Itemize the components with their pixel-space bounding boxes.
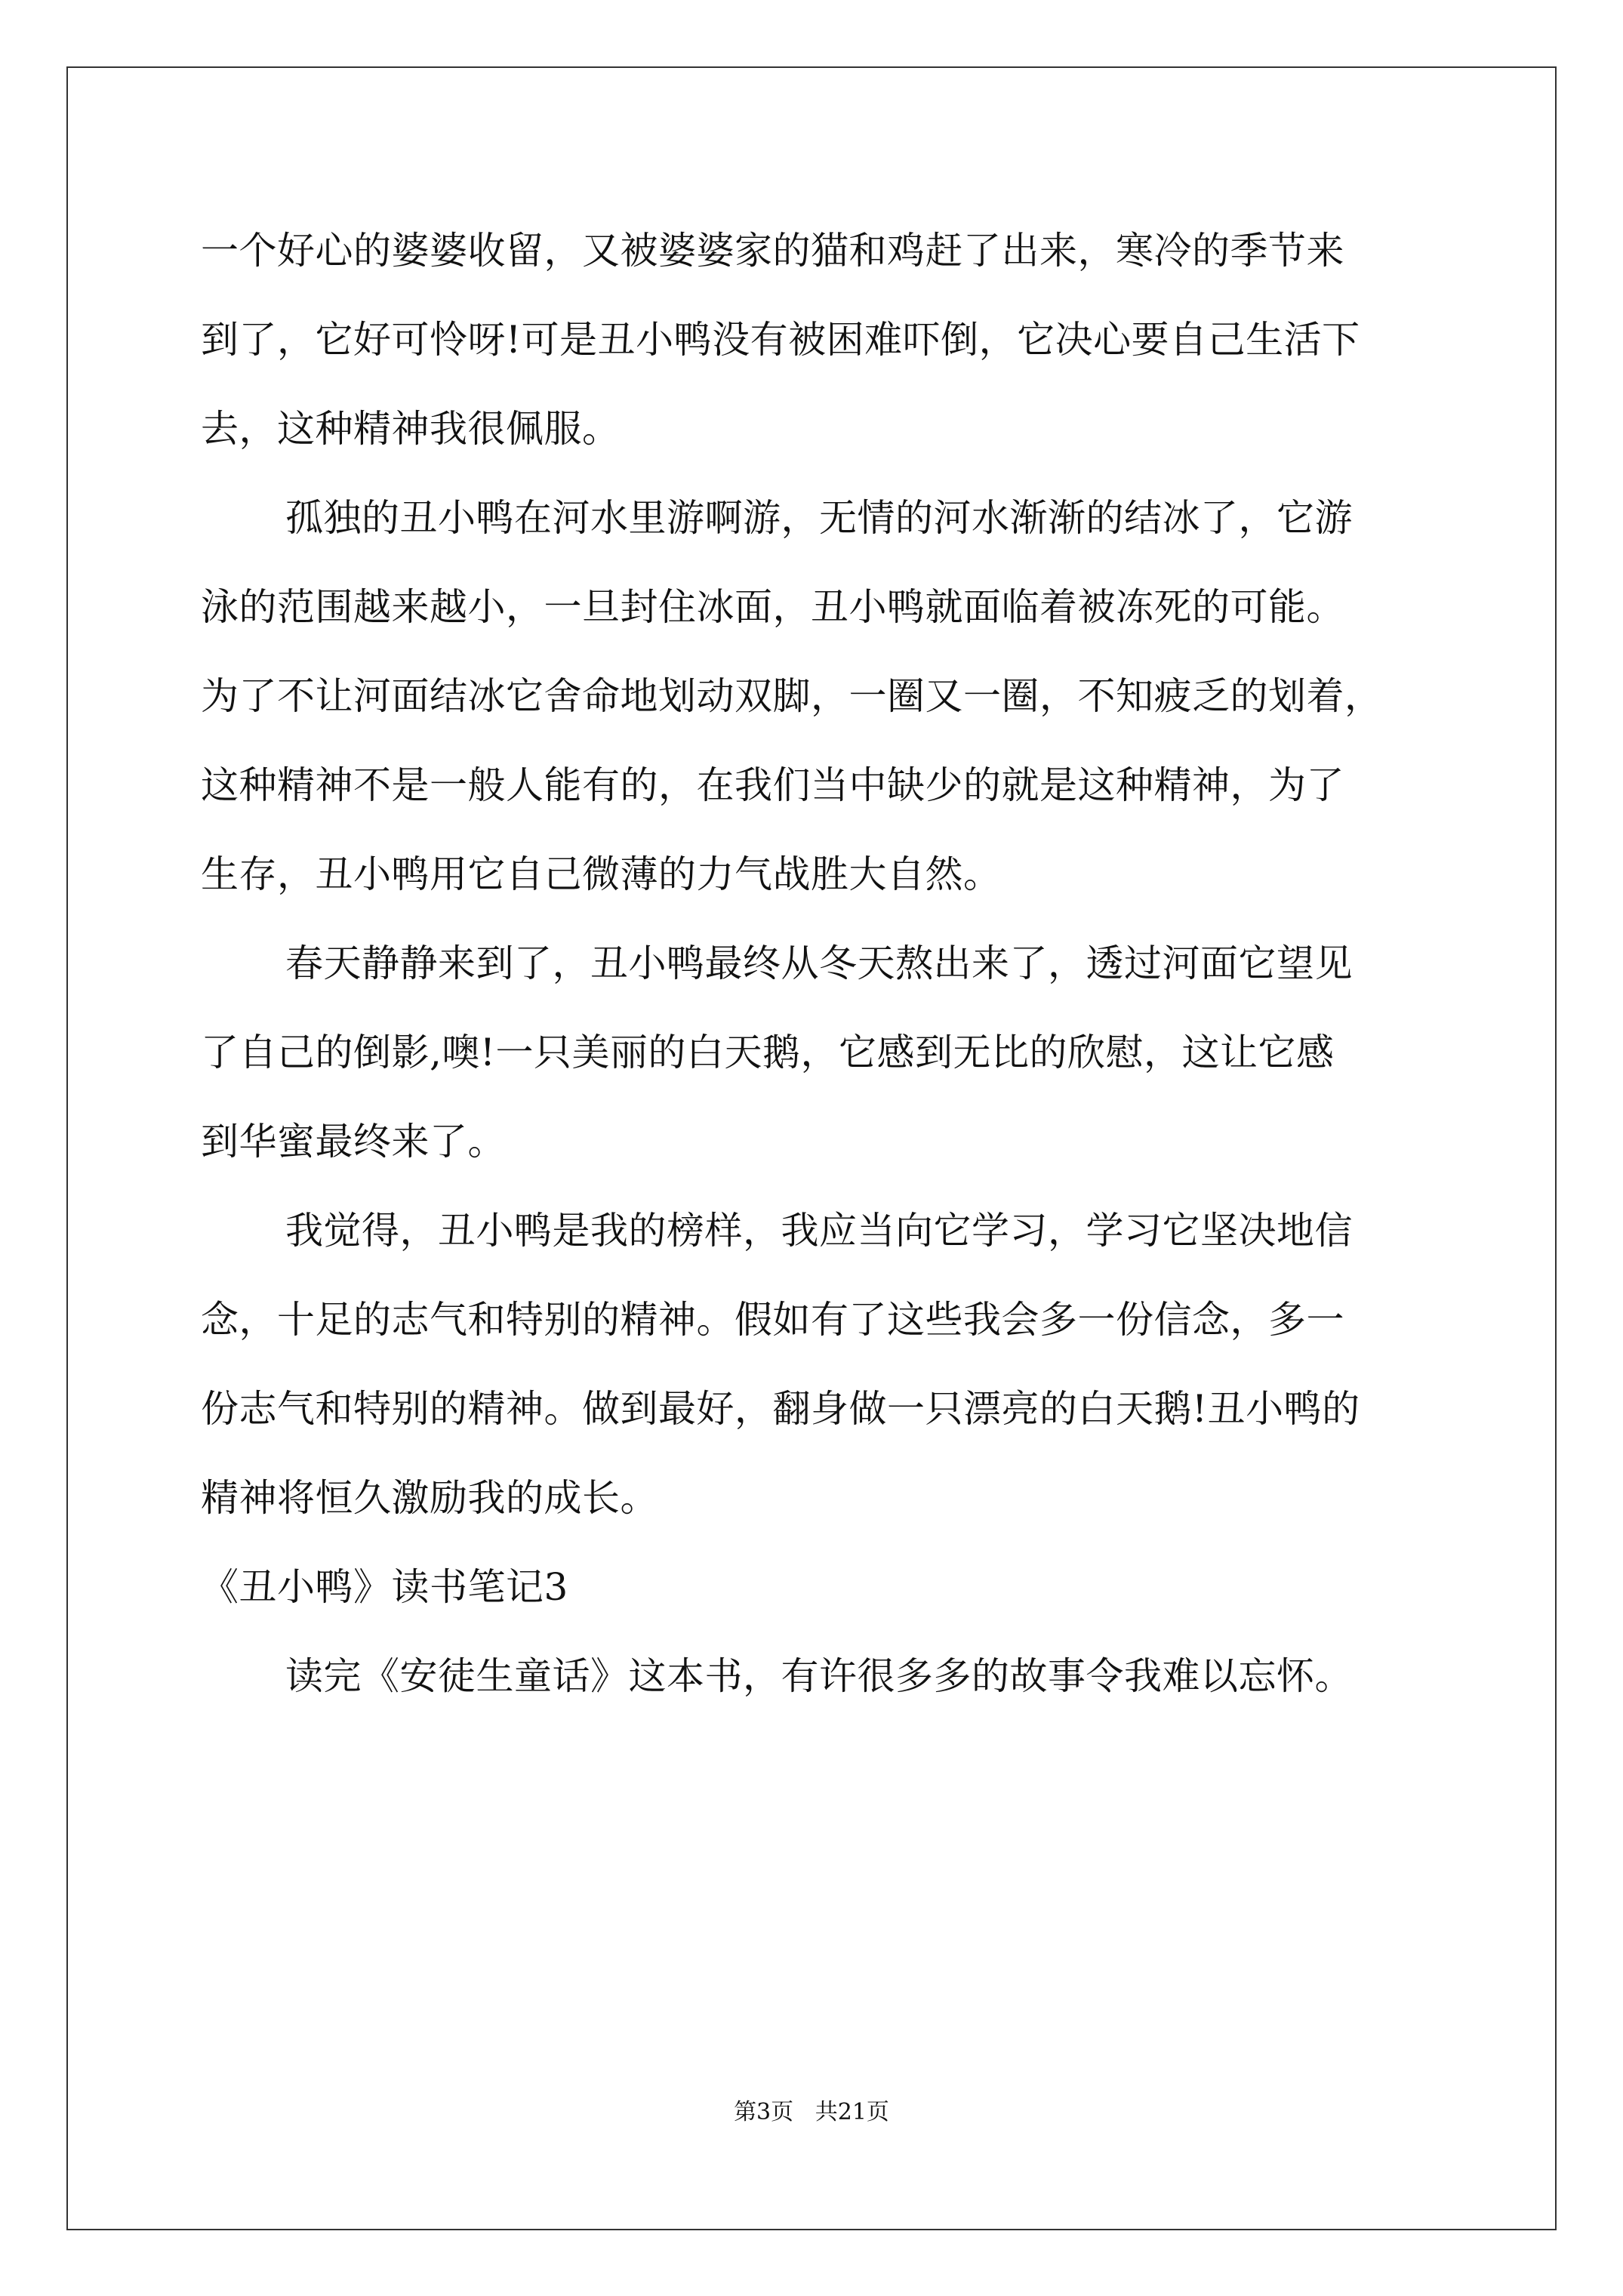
paragraph-line: 了自己的倒影,噢!一只美丽的白天鹅，它感到无比的欣慰，这让它感 [201,1031,1335,1074]
paragraph-line: 份志气和特别的精神。做到最好，翻身做一只漂亮的白天鹅!丑小鸭的 [201,1387,1360,1431]
paragraph-line: 一个好心的婆婆收留，又被婆婆家的猫和鸡赶了出来，寒冷的季节来 [201,229,1344,273]
paragraph-first-line: 孤独的丑小鸭在河水里游啊游，无情的河水渐渐的结冰了，它游 [285,496,1353,540]
paragraph-line: 到了，它好可怜呀!可是丑小鸭没有被困难吓倒，它决心要自己生活下 [201,318,1360,362]
paragraph-line: 泳的范围越来越小，一旦封住冰面，丑小鸭就面临着被冻死的可能。 [201,585,1344,629]
paragraph-line: 念，十足的志气和特别的精神。假如有了这些我会多一份信念，多一 [201,1298,1344,1342]
paragraph-line: 精神将恒久激励我的成长。 [201,1476,658,1520]
paragraph-line: 生存，丑小鸭用它自己微薄的力气战胜大自然。 [201,852,1002,896]
paragraph-line: 这种精神不是一般人能有的，在我们当中缺少的就是这种精神，为了 [201,763,1344,807]
section-heading: 《丑小鸭》读书笔记3 [201,1565,568,1609]
page-number-footer: 第3页 共21页 [734,2099,889,2125]
paragraph-first-line: 读完《安徒生童话》这本书，有许很多多的故事令我难以忘怀。 [285,1654,1353,1698]
paragraph-first-line: 我觉得，丑小鸭是我的榜样，我应当向它学习，学习它坚决地信 [285,1209,1353,1253]
paragraph-line: 为了不让河面结冰它舍命地划动双脚，一圈又一圈，不知疲乏的划着， [201,674,1383,718]
paragraph-first-line: 春天静静来到了，丑小鸭最终从冬天熬出来了，透过河面它望见 [285,942,1353,985]
paragraph-line: 到华蜜最终来了。 [201,1120,506,1163]
paragraph-line: 去，这种精神我很佩服。 [201,407,621,451]
